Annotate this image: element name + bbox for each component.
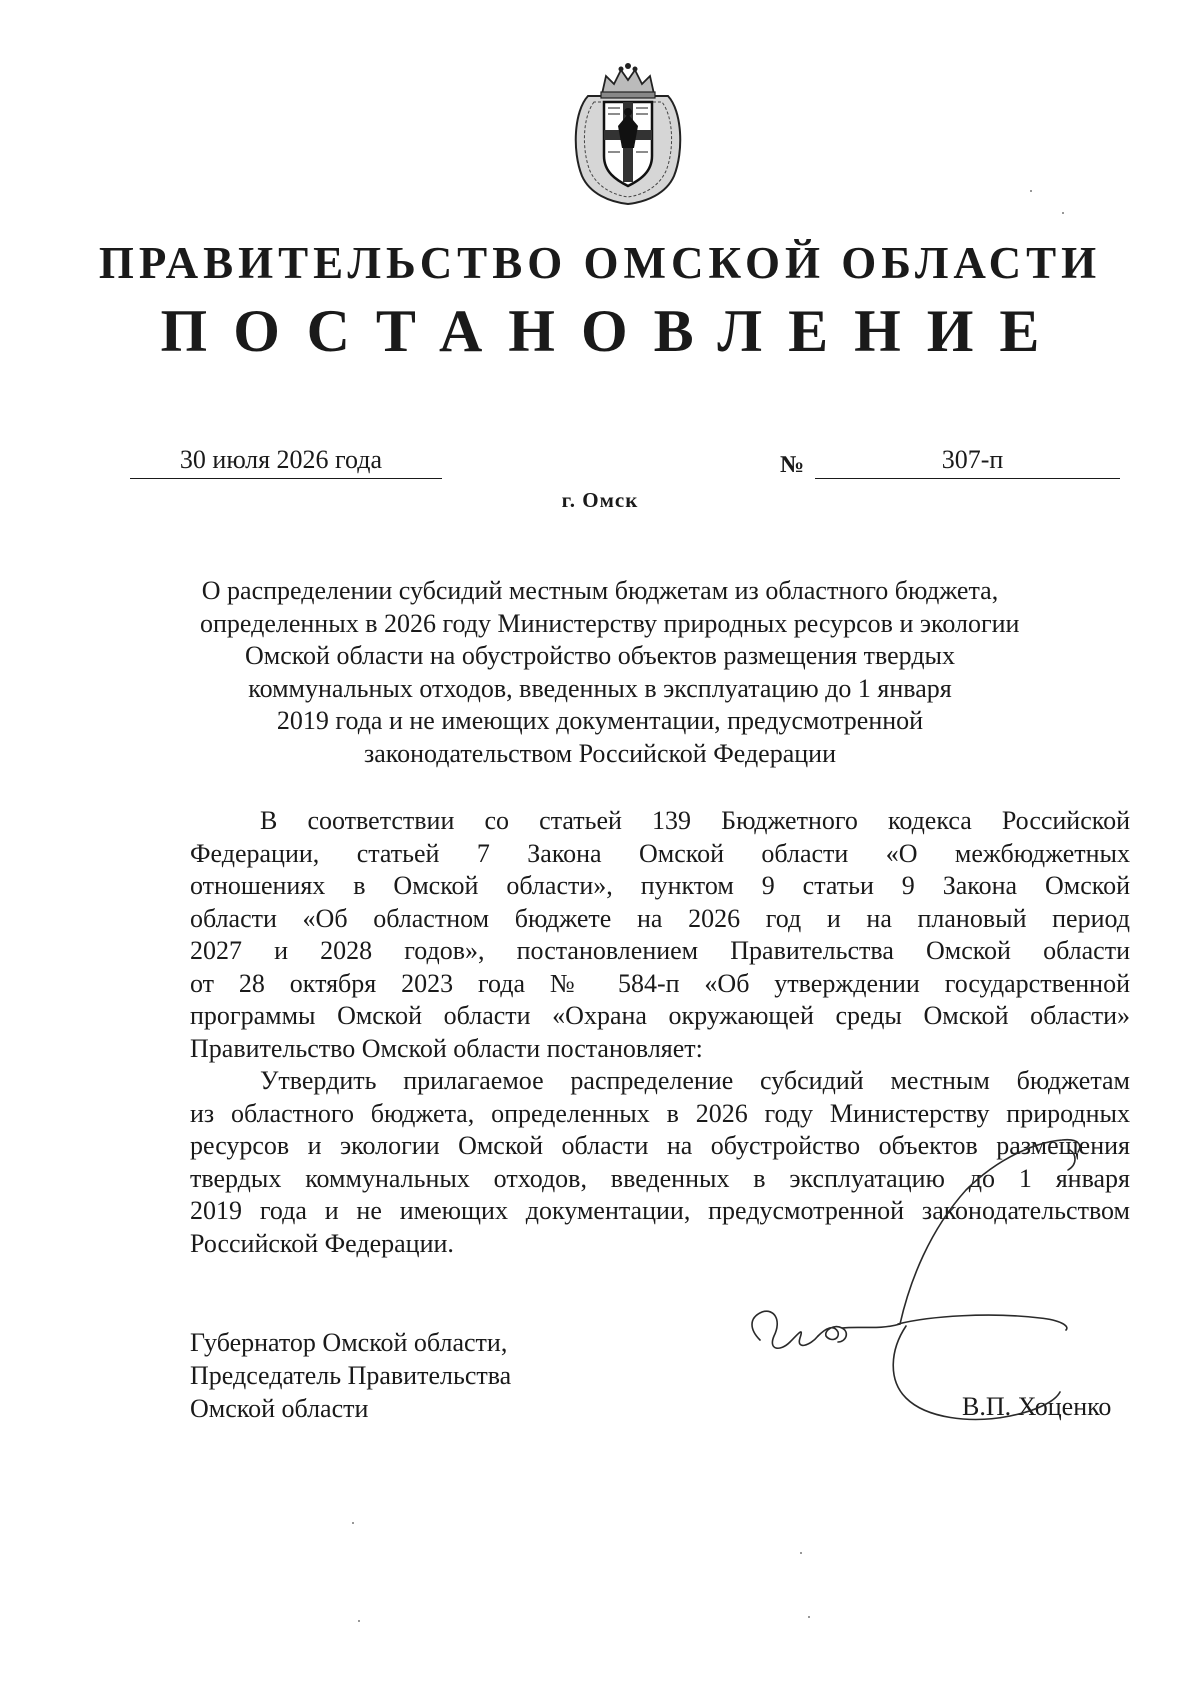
document-number: 307-п xyxy=(941,445,1004,474)
body-line: от 28 октября 2023 года № 584-п «Об утверждении государственной xyxy=(190,968,1130,998)
signatory-position xyxy=(190,1326,511,1425)
scan-speck xyxy=(1062,212,1064,214)
scan-speck xyxy=(1030,190,1032,192)
body-line: области «Об областном бюджете на 2026 год и на плановый период xyxy=(190,903,1130,933)
body-line: твердых коммунальных отходов, введенных в эксплуатацию до 1 января xyxy=(190,1163,1130,1193)
body-line: отношениях в Омской области», пунктом 9 статьи 9 Закона Омской xyxy=(190,871,1130,900)
scan-speck xyxy=(358,1620,360,1622)
city: г. Омск xyxy=(561,488,639,512)
subject-line: коммунальных отходов, введенных в эксплуатацию до 1 января xyxy=(248,673,952,703)
body-line: 2027 и 2028 годов», постановлением Правительства Омской области xyxy=(190,936,1130,965)
scan-speck xyxy=(808,1616,810,1618)
body-line: из областного бюджета, определенных в 2026 году Министерству природных xyxy=(190,1098,1130,1128)
subject-line: 2019 года и не имеющих документации, предусмотренной xyxy=(276,706,924,735)
document-subject xyxy=(200,575,1020,770)
scan-speck xyxy=(352,1522,354,1524)
body-line: В соответствии со статьей 139 Бюджетного кодекса Российской xyxy=(260,806,1130,835)
handwritten-signature-icon xyxy=(730,1080,1150,1480)
omsk-oblast-coat-of-arms-icon xyxy=(568,56,688,206)
subject-line: определенных в 2026 году Министерству природных ресурсов и экологии xyxy=(200,608,1020,638)
position-line: Губернатор Омской области, xyxy=(190,1328,508,1357)
scan-speck xyxy=(800,1552,802,1554)
body-line: ресурсов и экологии Омской области на обустройство объектов размещения xyxy=(190,1131,1130,1160)
body-line: Федерации, статьей 7 Закона Омской области «О межбюджетных xyxy=(190,838,1130,868)
number-sign: № xyxy=(780,452,805,478)
subject-line: законодательством Российской Федерации xyxy=(364,738,836,768)
body-line: Правительство Омской области постановляет: xyxy=(190,1033,703,1063)
date-field xyxy=(130,438,442,479)
subject-line: О распределении субсидий местным бюджетам из областного бюджета, xyxy=(201,576,999,605)
position-line: Омской области xyxy=(190,1394,369,1423)
number-field xyxy=(815,438,1120,479)
government-title: ПРАВИТЕЛЬСТВО ОМСКОЙ ОБЛАСТИ xyxy=(98,238,1102,288)
paragraph-legal-basis xyxy=(190,805,1130,1065)
body-line: 2019 года и не имеющих документации, предусмотренной законодательством xyxy=(190,1196,1130,1225)
document-date: 30 июля 2026 года xyxy=(179,445,383,474)
position-line: Председатель Правительства xyxy=(190,1361,512,1390)
body-line: программы Омской области «Охрана окружающей среды Омской области» xyxy=(190,1001,1130,1030)
subject-line: Омской области на обустройство объектов размещения твердых xyxy=(244,641,956,670)
document-type: ПОСТАНОВЛЕНИЕ xyxy=(160,298,1066,364)
body-line: Российской Федерации. xyxy=(190,1228,454,1258)
body-line: Утвердить прилагаемое распределение субсидий местным бюджетам xyxy=(260,1066,1130,1095)
signer-name: В.П. Хоценко xyxy=(962,1392,1112,1421)
